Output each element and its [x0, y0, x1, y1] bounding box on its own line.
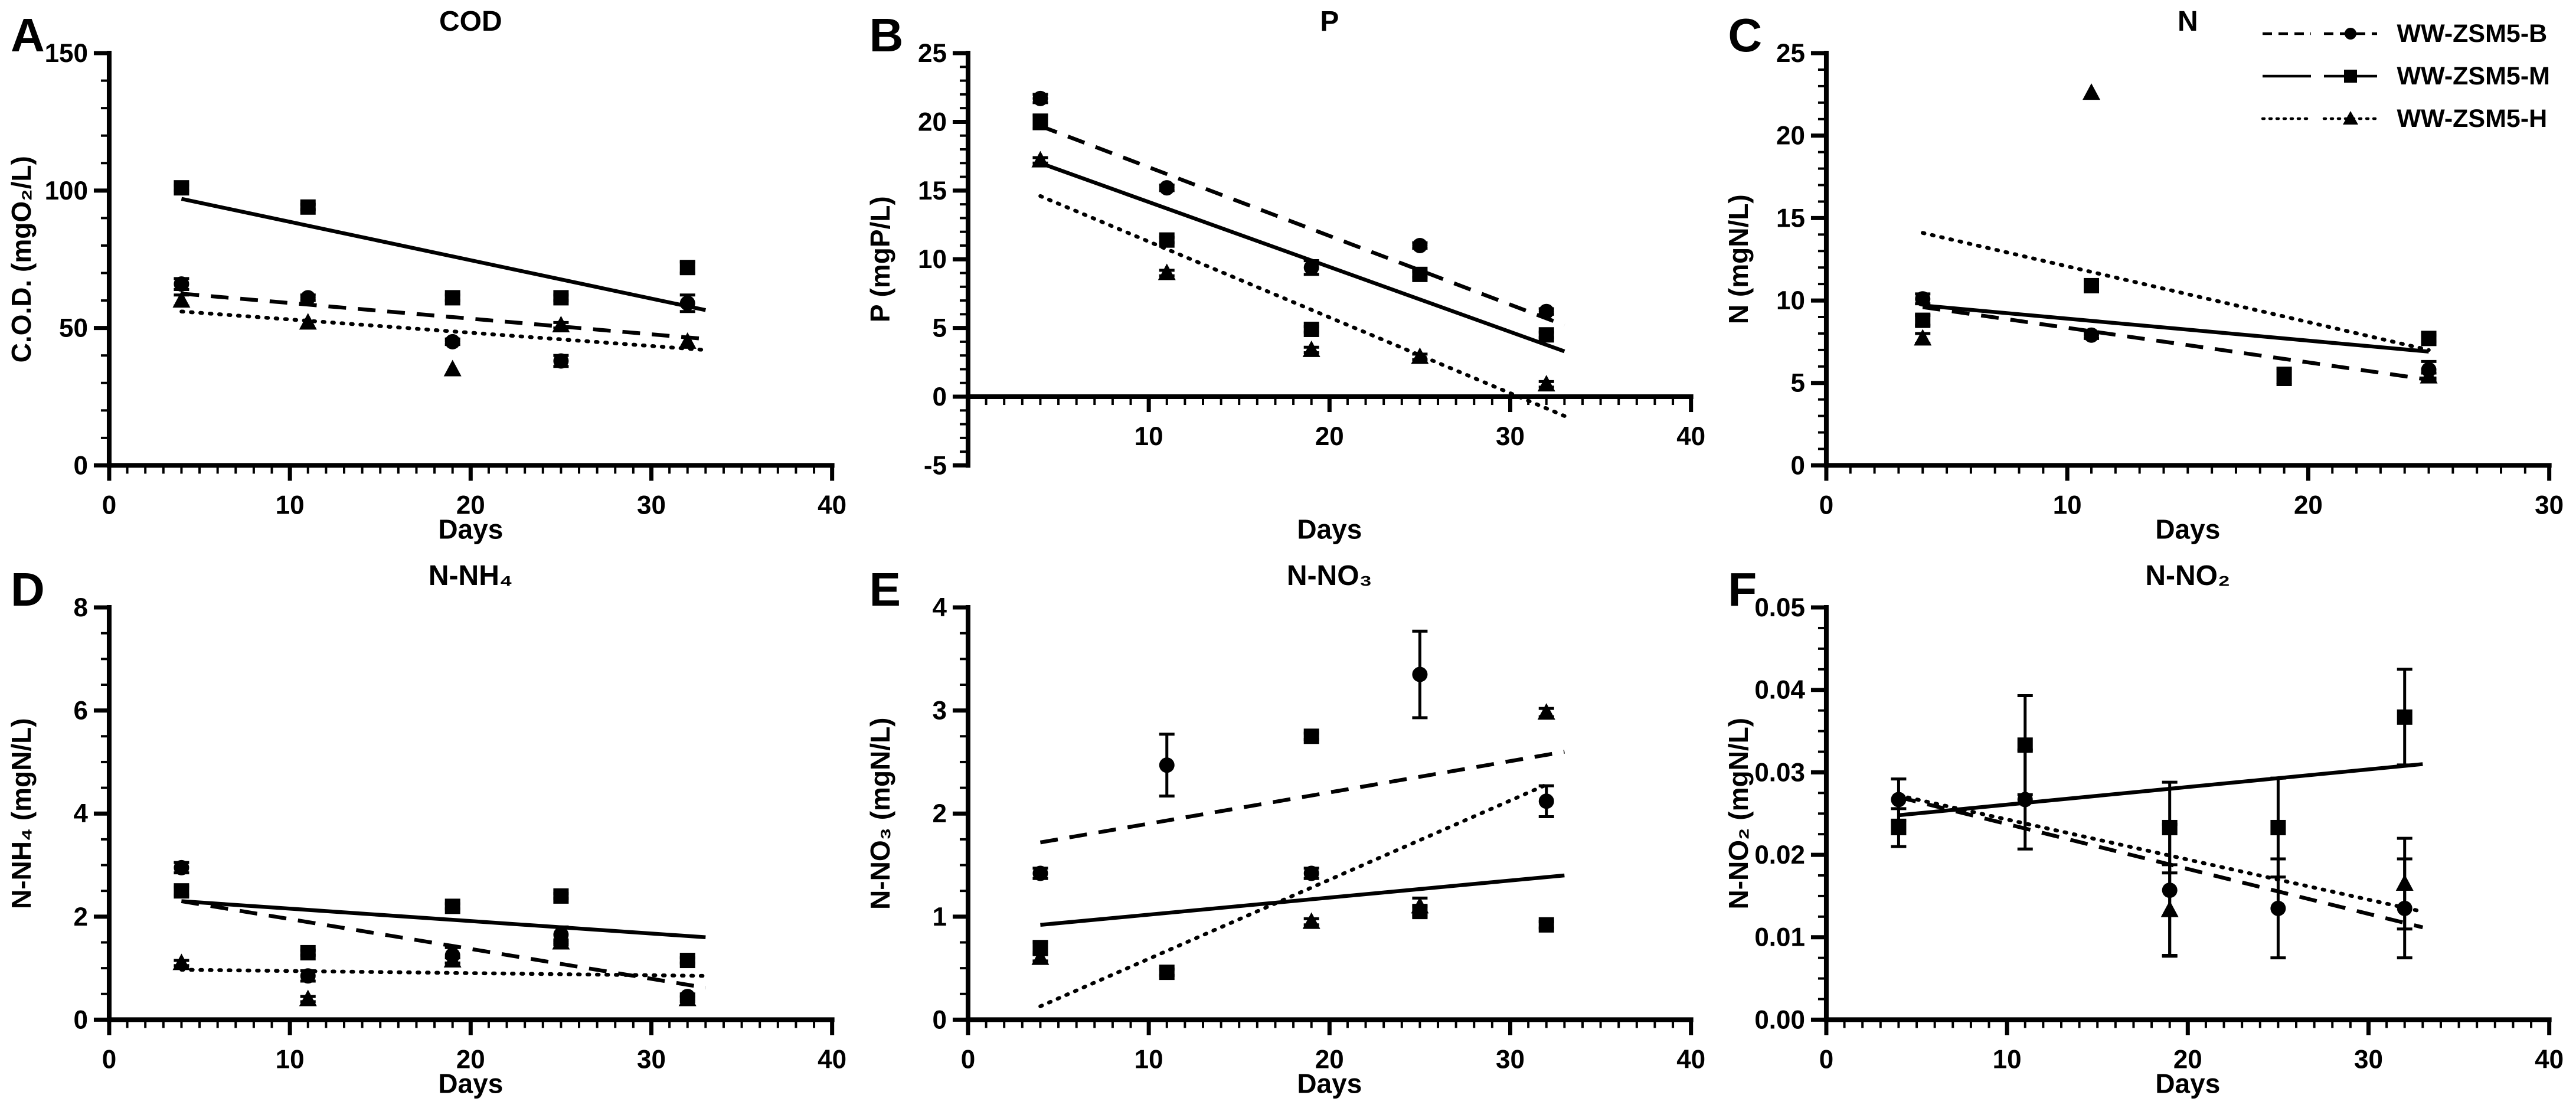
svg-text:0: 0 — [102, 1044, 117, 1074]
svg-text:4: 4 — [932, 593, 947, 622]
svg-text:40: 40 — [1676, 422, 1705, 452]
svg-text:2: 2 — [932, 799, 947, 828]
svg-text:150: 150 — [44, 39, 88, 68]
svg-text:25: 25 — [917, 39, 947, 68]
legend-item — [2261, 59, 2550, 93]
svg-text:40: 40 — [1676, 1044, 1705, 1074]
svg-text:0: 0 — [73, 1005, 88, 1034]
svg-text:30: 30 — [1495, 1044, 1525, 1074]
svg-text:25: 25 — [1776, 39, 1806, 68]
svg-text:4: 4 — [73, 799, 88, 828]
panel-a-chart — [0, 0, 859, 554]
svg-text:10: 10 — [1776, 286, 1806, 316]
svg-text:10: 10 — [275, 1044, 305, 1074]
svg-text:20: 20 — [456, 491, 485, 520]
svg-text:6: 6 — [73, 696, 88, 725]
svg-text:N: N — [2178, 6, 2198, 38]
svg-text:Days: Days — [438, 1067, 504, 1099]
panel-letter-d: D — [11, 563, 45, 616]
svg-text:5: 5 — [1790, 368, 1806, 398]
svg-text:0.02: 0.02 — [1754, 840, 1806, 870]
svg-text:10: 10 — [2053, 491, 2082, 520]
panel-a — [0, 0, 859, 554]
legend-item — [2261, 17, 2550, 51]
panel-e-chart — [859, 554, 1718, 1108]
svg-text:30: 30 — [637, 491, 666, 520]
svg-text:COD: COD — [439, 6, 502, 38]
svg-text:3: 3 — [932, 696, 947, 725]
svg-text:15: 15 — [1776, 204, 1806, 233]
svg-text:100: 100 — [44, 176, 88, 205]
legend-label: WW-ZSM5-M — [2397, 61, 2550, 90]
legend-label: WW-ZSM5-H — [2397, 104, 2548, 133]
svg-text:20: 20 — [2173, 1044, 2203, 1074]
panel-f-chart — [1717, 554, 2576, 1108]
svg-text:10: 10 — [1134, 422, 1163, 452]
panel-letter-c: C — [1728, 9, 1763, 61]
svg-text:0: 0 — [102, 491, 117, 520]
svg-text:2: 2 — [73, 902, 88, 931]
panel-c — [1717, 0, 2576, 554]
svg-text:20: 20 — [456, 1044, 485, 1074]
svg-text:0.03: 0.03 — [1754, 757, 1806, 787]
panel-d — [0, 554, 859, 1108]
svg-text:10: 10 — [1992, 1044, 2022, 1074]
panel-letter-b: B — [869, 9, 904, 61]
svg-text:8: 8 — [73, 593, 88, 622]
svg-text:-5: -5 — [923, 451, 947, 481]
svg-text:5: 5 — [932, 313, 947, 343]
triangle-line-sample-icon — [2261, 105, 2387, 132]
svg-text:40: 40 — [2535, 1044, 2564, 1074]
panel-b — [859, 0, 1718, 554]
svg-text:0: 0 — [932, 383, 947, 412]
panel-letter-a: A — [11, 9, 45, 61]
panel-b-chart — [859, 0, 1718, 554]
svg-text:P (mgP/L): P (mgP/L) — [864, 196, 895, 323]
svg-text:20: 20 — [1315, 422, 1344, 452]
svg-text:20: 20 — [917, 107, 947, 137]
svg-text:0: 0 — [960, 1044, 975, 1074]
svg-text:15: 15 — [917, 176, 947, 205]
panel-letter-e: E — [869, 563, 901, 616]
svg-text:Days: Days — [438, 514, 504, 545]
svg-text:40: 40 — [818, 1044, 847, 1074]
svg-text:0.00: 0.00 — [1754, 1005, 1806, 1034]
panel-f — [1717, 554, 2576, 1108]
svg-text:30: 30 — [637, 1044, 666, 1074]
svg-text:50: 50 — [59, 313, 88, 343]
square-line-sample-icon — [2261, 63, 2387, 90]
svg-text:40: 40 — [818, 491, 847, 520]
svg-text:Days: Days — [1297, 1067, 1362, 1099]
svg-text:10: 10 — [275, 491, 305, 520]
svg-text:0: 0 — [73, 451, 88, 481]
legend-label: WW-ZSM5-B — [2397, 19, 2548, 48]
circle-line-sample-icon — [2261, 20, 2387, 47]
svg-text:0: 0 — [932, 1005, 947, 1034]
legend-item — [2261, 102, 2550, 136]
svg-text:0: 0 — [1819, 491, 1834, 520]
svg-text:N-NO₂: N-NO₂ — [2145, 560, 2231, 591]
svg-text:30: 30 — [1495, 422, 1525, 452]
panel-letter-f: F — [1728, 563, 1757, 616]
panel-e — [859, 554, 1718, 1108]
svg-text:10: 10 — [917, 245, 947, 274]
svg-text:N-NO₂ (mgN/L): N-NO₂ (mgN/L) — [1723, 717, 1754, 910]
svg-text:0: 0 — [1819, 1044, 1834, 1074]
svg-text:0: 0 — [1790, 451, 1806, 481]
svg-text:N-NH₄ (mgN/L): N-NH₄ (mgN/L) — [6, 717, 37, 909]
svg-text:Days: Days — [1297, 514, 1362, 545]
svg-text:C.O.D. (mgO₂/L): C.O.D. (mgO₂/L) — [6, 156, 37, 363]
panel-d-chart — [0, 554, 859, 1108]
svg-text:N-NO₃ (mgN/L): N-NO₃ (mgN/L) — [864, 717, 895, 910]
svg-text:20: 20 — [1315, 1044, 1344, 1074]
svg-text:N-NO₃: N-NO₃ — [1286, 560, 1372, 591]
svg-text:0.04: 0.04 — [1754, 675, 1806, 705]
svg-text:N-NH₄: N-NH₄ — [428, 560, 513, 591]
svg-text:30: 30 — [2535, 491, 2564, 520]
svg-text:0.05: 0.05 — [1754, 593, 1806, 622]
svg-text:30: 30 — [2354, 1044, 2384, 1074]
svg-text:20: 20 — [1776, 121, 1806, 151]
svg-text:1: 1 — [932, 902, 947, 931]
legend — [2261, 17, 2550, 136]
svg-text:0.01: 0.01 — [1754, 923, 1806, 952]
svg-text:N (mgN/L): N (mgN/L) — [1723, 194, 1754, 325]
svg-text:Days: Days — [2155, 1067, 2221, 1099]
svg-text:P: P — [1319, 6, 1339, 38]
svg-text:20: 20 — [2294, 491, 2323, 520]
svg-text:Days: Days — [2155, 514, 2221, 545]
svg-text:10: 10 — [1134, 1044, 1163, 1074]
